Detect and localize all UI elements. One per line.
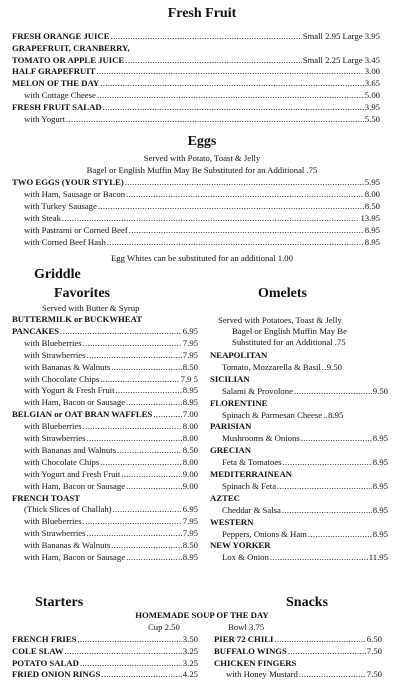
dot-leader bbox=[323, 410, 327, 421]
menu-item-price: 7.00 bbox=[182, 409, 198, 420]
dot-leader bbox=[100, 374, 179, 385]
menu-item-name: FRESH FRUIT SALAD bbox=[12, 101, 102, 112]
menu-item-price: 8.50 bbox=[182, 540, 198, 551]
menu-item-name: with Cottage Cheese bbox=[24, 90, 96, 100]
menu-item-price: 8.95 bbox=[372, 528, 388, 539]
dot-leader bbox=[308, 529, 372, 540]
dot-leader bbox=[87, 433, 182, 444]
menu-item-row bbox=[210, 350, 388, 361]
menu-item-row bbox=[12, 102, 380, 113]
menu-item-row bbox=[210, 552, 388, 563]
menu-item-name: FRESH ORANGE JUICE bbox=[12, 31, 110, 41]
menu-item-name: Mushrooms & Onions bbox=[222, 433, 300, 444]
menu-item-name: Tomato, Mozzarella & Basil bbox=[222, 361, 321, 372]
menu-item-name: Feta & Tomatoes bbox=[222, 457, 282, 468]
dot-leader bbox=[83, 421, 182, 432]
menu-item-row bbox=[210, 410, 388, 421]
menu-item-row bbox=[12, 55, 380, 66]
menu-item-row bbox=[210, 540, 388, 551]
menu-item-price: 7.50 bbox=[366, 645, 382, 656]
soup-title: HOMEMADE SOUP OF THE DAY bbox=[135, 610, 269, 620]
menu-item-price: 6.95 bbox=[182, 504, 198, 515]
dot-leader bbox=[100, 78, 364, 89]
menu-item-row bbox=[210, 386, 388, 397]
menu-item-row bbox=[12, 225, 380, 236]
menu-item-name: MELON OF THE DAY bbox=[12, 78, 100, 89]
menu-item-price: 7.95 bbox=[182, 528, 198, 539]
menu-item-row bbox=[210, 362, 388, 373]
menu-item-price: Small 2.95 Large 3.95 bbox=[302, 31, 380, 41]
menu-item-row bbox=[210, 493, 388, 504]
menu-item-row bbox=[12, 189, 380, 200]
menu-item-row bbox=[210, 374, 388, 385]
menu-item-name: COLE SLAW bbox=[12, 645, 64, 656]
menu-item-row bbox=[12, 114, 380, 125]
dot-leader bbox=[66, 114, 364, 125]
menu-item-price: 8.95 bbox=[372, 480, 388, 491]
menu-item-price: 9.00 bbox=[182, 480, 198, 491]
dot-leader bbox=[103, 102, 364, 113]
menu-item-price: 3.65 bbox=[364, 78, 380, 89]
menu-item-row bbox=[12, 528, 198, 539]
menu-item-name: with Corned Beef Hash bbox=[24, 237, 106, 247]
dot-leader bbox=[322, 362, 326, 373]
menu-item-row bbox=[12, 314, 198, 325]
menu-item-price: 3.95 bbox=[364, 101, 380, 112]
menu-item-price: 7.95 bbox=[182, 337, 198, 348]
menu-item-name: WESTERN bbox=[210, 516, 254, 527]
eggs-note-served: Served with Potato, Toast & Jelly bbox=[143, 153, 261, 163]
eggs-note-whites: Egg Whites can be substituted for an additional 1.00 bbox=[111, 253, 293, 263]
dot-leader bbox=[83, 516, 182, 527]
menu-item-name: with Blueberries bbox=[24, 337, 82, 348]
menu-item-name: Peppers, Onions & Ham bbox=[222, 528, 307, 539]
dot-leader bbox=[96, 66, 363, 77]
dot-leader bbox=[288, 646, 366, 657]
menu-item-name: FLORENTINE bbox=[210, 397, 268, 408]
menu-item-name: TWO EGGS (YOUR STYLE) bbox=[12, 177, 124, 187]
omelets-title: Omelets bbox=[258, 286, 307, 301]
menu-item-price: 4.25 bbox=[182, 669, 198, 680]
menu-item-row bbox=[214, 634, 382, 645]
menu-item-row bbox=[12, 457, 198, 468]
menu-item-price: 9.00 bbox=[182, 468, 198, 479]
dot-leader bbox=[282, 505, 372, 516]
menu-item-row bbox=[214, 658, 382, 669]
menu-item-row bbox=[12, 213, 380, 224]
menu-item-price: 8.95 bbox=[364, 237, 380, 247]
menu-item-row bbox=[12, 481, 198, 492]
menu-item-name: with Chocolate Chips bbox=[24, 456, 100, 467]
menu-item-row bbox=[12, 237, 380, 248]
menu-item-price: 8.95 bbox=[182, 397, 198, 408]
menu-item-name: FRENCH TOAST bbox=[12, 492, 80, 503]
eggs-note-bagel: Bagel or English Muffin May Be Substituted for an Additional .75 bbox=[86, 165, 318, 175]
menu-item-price: 8.95 bbox=[372, 457, 388, 468]
menu-item-row bbox=[214, 669, 382, 680]
menu-item-name: with Blueberries bbox=[24, 516, 82, 527]
menu-item-price: 11.95 bbox=[368, 552, 388, 563]
dot-leader bbox=[294, 386, 372, 397]
menu-item-name: with Strawberries bbox=[24, 528, 86, 539]
menu-item-row bbox=[12, 433, 198, 444]
menu-item-price: 8.50 bbox=[182, 361, 198, 372]
menu-item-row bbox=[210, 445, 388, 456]
menu-item-row bbox=[12, 409, 198, 420]
menu-item-name: with Bananas & Walnuts bbox=[24, 361, 111, 372]
menu-item-name: FRENCH FRIES bbox=[12, 634, 77, 644]
menu-item-price: 8.95 bbox=[372, 504, 388, 515]
menu-item-row bbox=[12, 552, 198, 563]
menu-item-price: 8.50 bbox=[364, 201, 380, 211]
menu-item-row bbox=[12, 43, 380, 54]
menu-item-row bbox=[12, 31, 380, 42]
menu-item-row bbox=[12, 350, 198, 361]
dot-leader bbox=[113, 504, 182, 515]
menu-item-name: with Ham, Bacon or Sausage bbox=[24, 480, 126, 491]
menu-item-name: FRIED ONION RINGS bbox=[12, 669, 101, 680]
menu-item-row bbox=[12, 90, 380, 101]
menu-item-row bbox=[12, 201, 380, 212]
menu-item-row bbox=[12, 646, 198, 657]
menu-item-row bbox=[210, 529, 388, 540]
menu-item-name: TOMATO OR APPLE JUICE bbox=[12, 54, 125, 65]
menu-item-name: PIER 72 CHILI bbox=[214, 634, 274, 644]
dot-leader bbox=[87, 350, 182, 361]
menu-item-price: 5.50 bbox=[364, 113, 380, 124]
menu-item-name: Lox & Onion bbox=[222, 552, 269, 563]
menu-item-name: with Ham, Bacon or Sausage bbox=[24, 552, 126, 562]
dot-leader bbox=[111, 31, 302, 42]
dot-leader bbox=[60, 326, 182, 337]
menu-item-price: 6.50 bbox=[366, 634, 382, 644]
menu-item-row bbox=[12, 338, 198, 349]
menu-item-row bbox=[12, 177, 380, 188]
menu-item-name: NEAPOLITAN bbox=[210, 350, 268, 360]
griddle-title-line1: Griddle bbox=[34, 267, 81, 282]
omelets-note-served: Served with Potatoes, Toast & Jelly bbox=[218, 315, 342, 325]
menu-item-name: with Ham, Bacon or Sausage bbox=[24, 397, 126, 408]
menu-item-name: with Honey Mustard bbox=[226, 669, 298, 680]
menu-item-row bbox=[12, 469, 198, 480]
dot-leader bbox=[121, 469, 182, 480]
menu-item-name: with Blueberries bbox=[24, 421, 82, 432]
menu-item-name: with Yogurt and Fresh Fruit bbox=[24, 468, 121, 479]
menu-item-name: BUTTERMILK or BUCKWHEAT bbox=[12, 314, 143, 324]
menu-item-price: 8.95 bbox=[328, 409, 344, 420]
menu-item-row bbox=[12, 326, 198, 337]
menu-item-name: Cheddar & Salsa bbox=[222, 504, 281, 515]
dot-leader bbox=[301, 433, 372, 444]
dot-leader bbox=[270, 552, 368, 563]
menu-item-price: 13.95 bbox=[360, 213, 380, 223]
menu-item-name: Spinach & Parmesan Cheese bbox=[222, 409, 323, 420]
dot-leader bbox=[274, 634, 365, 645]
menu-item-name: MEDITERRAINEAN bbox=[210, 469, 293, 479]
dot-leader bbox=[77, 634, 181, 645]
menu-item-price: 9.50 bbox=[326, 361, 342, 372]
menu-item-name: Salami & Provolone bbox=[222, 385, 293, 396]
menu-item-name: PARISIAN bbox=[210, 421, 252, 432]
menu-item-name: (Thick Slices of Challah) bbox=[24, 504, 112, 515]
menu-item-name: Spinach & Feta bbox=[222, 480, 277, 491]
omelets-note-additional: Substituted for an Additional .75 bbox=[232, 337, 346, 347]
menu-item-name: with Steak bbox=[24, 213, 61, 223]
fresh-fruit-title: Fresh Fruit bbox=[167, 6, 237, 21]
dot-leader bbox=[153, 409, 181, 420]
dot-leader bbox=[125, 55, 301, 66]
griddle-note: Served with Butter & Syrup bbox=[42, 303, 140, 313]
menu-item-row bbox=[12, 374, 198, 385]
menu-item-price: 7.95 bbox=[182, 516, 198, 527]
menu-item-name: CHICKEN FINGERS bbox=[214, 657, 297, 668]
menu-item-row bbox=[12, 421, 198, 432]
menu-item-price: 5.95 bbox=[364, 177, 380, 187]
dot-leader bbox=[100, 457, 182, 468]
menu-item-row bbox=[210, 398, 388, 409]
menu-item-row bbox=[12, 669, 198, 680]
dot-leader bbox=[283, 457, 372, 468]
menu-item-name: with Strawberries bbox=[24, 433, 86, 443]
menu-item-price: 8.00 bbox=[364, 189, 380, 199]
menu-item-name: HALF GRAPEFRUIT bbox=[12, 66, 96, 77]
dot-leader bbox=[111, 362, 182, 373]
menu-item-name: with Yogurt & Fresh Fruit bbox=[24, 385, 115, 396]
dot-leader bbox=[87, 528, 182, 539]
menu-item-row bbox=[210, 505, 388, 516]
menu-item-row bbox=[12, 540, 198, 551]
menu-item-price: 8.95 bbox=[182, 552, 198, 562]
menu-item-row bbox=[12, 78, 380, 89]
menu-item-price: 8.95 bbox=[372, 433, 388, 444]
dot-leader bbox=[107, 237, 364, 248]
dot-leader bbox=[101, 669, 181, 680]
menu-item-row bbox=[12, 493, 198, 504]
menu-item-row bbox=[12, 362, 198, 373]
menu-item-row bbox=[12, 634, 198, 645]
menu-item-row bbox=[12, 445, 198, 456]
menu-item-price: 9.50 bbox=[372, 385, 388, 396]
dot-leader bbox=[299, 669, 366, 680]
menu-item-price: 3.00 bbox=[364, 66, 380, 77]
menu-item-name: GRAPEFRUIT, CRANBERRY, bbox=[12, 42, 130, 53]
menu-item-row bbox=[12, 397, 198, 408]
menu-item-row bbox=[12, 658, 198, 669]
menu-item-row bbox=[210, 421, 388, 432]
menu-item-price: 8.50 bbox=[182, 444, 198, 455]
menu-item-name: with Ham, Sausage or Bacon bbox=[24, 189, 126, 199]
menu-item-price: 8.00 bbox=[182, 421, 198, 432]
dot-leader bbox=[129, 225, 364, 236]
menu-item-row bbox=[210, 457, 388, 468]
menu-item-row bbox=[210, 469, 388, 480]
menu-item-name: with Strawberries bbox=[24, 349, 86, 360]
starters-title: Starters bbox=[35, 595, 84, 610]
dot-leader bbox=[111, 540, 182, 551]
dot-leader bbox=[116, 385, 182, 396]
menu-item-name: AZTEC bbox=[210, 492, 240, 503]
menu-item-price: 5.00 bbox=[364, 90, 380, 100]
menu-item-price: 7.50 bbox=[366, 669, 382, 680]
dot-leader bbox=[97, 90, 364, 101]
griddle-title-line2: Favorites bbox=[54, 286, 110, 301]
soup-cup: Cup 2.50 bbox=[148, 622, 180, 632]
menu-item-name: with Pastrami or Corned Beef bbox=[24, 225, 128, 235]
menu-item-row bbox=[12, 516, 198, 527]
menu-item-row bbox=[210, 517, 388, 528]
menu-item-name: with Yogurt bbox=[24, 113, 66, 124]
menu-item-price: 8.95 bbox=[364, 225, 380, 235]
dot-leader bbox=[98, 201, 364, 212]
soup-bowl: Bowl 3.75 bbox=[228, 622, 265, 632]
menu-item-row bbox=[12, 66, 380, 77]
menu-item-price: 8.00 bbox=[182, 433, 198, 443]
menu-item-price: 7.9 5 bbox=[180, 373, 198, 384]
dot-leader bbox=[64, 646, 181, 657]
menu-item-price: 7.95 bbox=[182, 349, 198, 360]
menu-item-row bbox=[210, 481, 388, 492]
menu-item-name: POTATO SALAD bbox=[12, 657, 79, 668]
menu-item-name: GRECIAN bbox=[210, 445, 252, 456]
dot-leader bbox=[117, 445, 182, 456]
menu-item-price: 8.00 bbox=[182, 456, 198, 467]
dot-leader bbox=[277, 481, 372, 492]
menu-item-name: NEW YORKER bbox=[210, 540, 271, 551]
dot-leader bbox=[126, 397, 182, 408]
menu-item-row bbox=[210, 433, 388, 444]
menu-item-price: 3.50 bbox=[182, 634, 198, 644]
eggs-title: Eggs bbox=[187, 134, 217, 149]
dot-leader bbox=[62, 213, 360, 224]
snacks-title: Snacks bbox=[286, 595, 329, 610]
menu-item-name: SICILIAN bbox=[210, 373, 250, 384]
menu-item-price: 3.25 bbox=[182, 657, 198, 668]
menu-item-name: PANCAKES bbox=[12, 325, 60, 336]
dot-leader bbox=[126, 552, 182, 563]
menu-item-row bbox=[12, 385, 198, 396]
dot-leader bbox=[80, 658, 182, 669]
dot-leader bbox=[125, 177, 364, 188]
menu-item-price: 3.25 bbox=[182, 645, 198, 656]
dot-leader bbox=[83, 338, 182, 349]
menu-item-price: 6.95 bbox=[182, 325, 198, 336]
omelets-note-bagel: Bagel or English Muffin May Be bbox=[232, 326, 347, 336]
menu-item-name: with Bananas & Walnuts bbox=[24, 540, 111, 551]
menu-item-price: Small 2.25 Large 3.45 bbox=[302, 54, 380, 65]
menu-item-row bbox=[12, 504, 198, 515]
dot-leader bbox=[126, 481, 182, 492]
dot-leader bbox=[126, 189, 364, 200]
menu-item-name: with Chocolate Chips bbox=[24, 373, 100, 384]
menu-item-name: BELGIAN or OAT BRAN WAFFLES bbox=[12, 409, 153, 420]
menu-item-name: BUFFALO WINGS bbox=[214, 645, 287, 656]
menu-item-price: 8.95 bbox=[182, 385, 198, 396]
menu-item-name: with Turkey Sausage bbox=[24, 201, 97, 211]
menu-item-name: with Bananas and Walnuts bbox=[24, 444, 117, 455]
menu-item-row bbox=[214, 646, 382, 657]
